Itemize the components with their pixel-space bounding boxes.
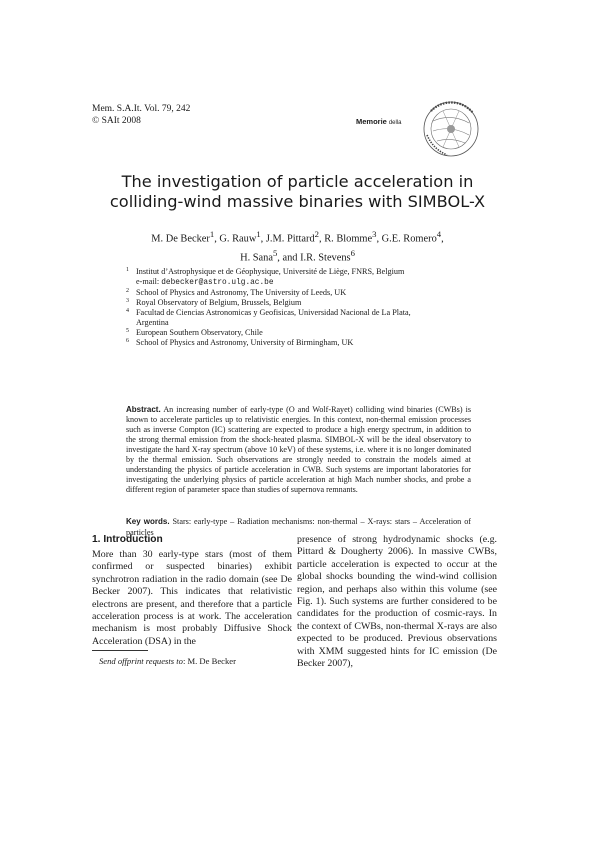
footnote-name: : M. De Becker <box>182 656 236 666</box>
footnote-rule <box>92 650 148 651</box>
abstract-label: Abstract. <box>126 405 161 414</box>
author-sup: 1 <box>256 229 261 239</box>
affiliation: 5 European Southern Observatory, Chile <box>126 328 263 337</box>
body-column-left: More than 30 early-type stars (most of them confirmed or suspected binaries) exhibit synchrotron radiation in the radio domain (see De Becker 2007). This indicates that relativistic electrons are present, and therefore that a particle acceleration process is at work. The acceleration mechanism is most probably Diffusive Shock Acceleration (DSA) in the <box>92 549 292 647</box>
author-name: G. Rauw <box>219 233 257 245</box>
author-sup: 5 <box>272 248 278 259</box>
author-line-1: M. De Becker$^1$, G. Rauw$^1$, J.M. Pittard$^2$, R. Blomme$^3$, G.E. Romero$^4$, <box>151 229 444 245</box>
author-list <box>90 227 505 266</box>
footnote-prefix: Send offprint requests to <box>99 656 183 666</box>
journal-logo-text <box>356 117 402 126</box>
author-sup: 3 <box>372 229 377 239</box>
affiliation-cont: Argentina <box>136 318 169 327</box>
logo-della: della <box>388 120 402 126</box>
abstract <box>126 405 471 495</box>
society-seal-icon <box>413 91 485 163</box>
author-name: R. Blomme <box>324 233 373 245</box>
paper-title <box>60 172 535 212</box>
title-line: colliding-wind massive binaries with SIMBOL-X <box>109 192 486 211</box>
author-name: I.R. Stevens <box>300 252 351 264</box>
footnote <box>99 656 236 666</box>
logo-main: Memorie <box>356 117 387 126</box>
author-name: H. Sana <box>240 252 273 264</box>
copyright-line: © SAIt 2008 <box>92 116 141 126</box>
affiliation: 1 Institut d’Astrophysique et de Géophysique, Université de Liège, FNRS, Belgium <box>126 267 405 276</box>
affiliation: 4 Facultad de Ciencias Astronomicas y Geofisicas, Universidad Nacional de La Plata, <box>126 308 411 317</box>
keywords-label: Key words. <box>126 517 170 526</box>
author-sup: 6 <box>350 248 355 259</box>
author-name: M. De Becker <box>151 233 210 245</box>
author-name: G.E. Romero <box>381 233 437 245</box>
author-line-2: H. Sana$^5$, and I.R. Stevens$^6$ <box>240 248 355 264</box>
affiliation-email: e-mail: debecker@astro.ulg.ac.be <box>136 277 274 287</box>
affiliation: 2 School of Physics and Astronomy, The University of Leeds, UK <box>126 288 347 297</box>
affiliation: 6 School of Physics and Astronomy, University of Birmingham, UK <box>126 338 354 347</box>
affiliation: 3 Royal Observatory of Belgium, Brussels, Belgium <box>126 298 302 307</box>
author-sup: 1 <box>209 229 215 239</box>
author-sup: 2 <box>314 229 319 239</box>
journal-citation: Mem. S.A.It. Vol. 79, 242 <box>92 104 191 114</box>
abstract-text: An increasing number of early-type (O and Wolf-Rayet) colliding wind binaries (CWBs) is known to accelerate particles up to relativistic energies. In this context, non-thermal emission processes such as inverse Compton (IC) scattering are expected to produce a high energy spectrum, in addition to the strong thermal emission from the shock-heated plasma. SIMBOL-X will be the ideal observatory to investigate the hard X-ray spectrum (above 10 keV) of these systems, i.e. where it is no longer dominated by the thermal emission. Such observations are strongly needed to constrain the models aimed at understanding the physics of particle acceleration in CWB. Such systems are important laboratories for investigating the underlying physics of particle acceleration at high Mach number shocks, and probe a different region of parameter space than studies of supernova remnants. <box>126 405 472 494</box>
affiliations <box>126 267 476 348</box>
keywords-text: Stars: early-type – Radiation mechanisms: non-thermal – X-rays: stars – Acceleration of particles <box>126 517 472 537</box>
author-sup: 4 <box>436 229 442 239</box>
author-name: J.M. Pittard <box>265 233 315 245</box>
body-column-right: presence of strong hydrodynamic shocks (e.g. Pittard & Dougherty 2006). In massive CWBs, particle acceleration is expected to occur at the global shocks bounding the wind-wind collision region, and perhaps also within this volume (see Fig. 1). Such systems are further considered to be candidates for the production of cosmic-rays. In the context of CWBs, non-thermal X-rays are also expected to be produced. Previous observations with XMM suggested hints for IC emission (De Becker 2007), <box>297 534 497 670</box>
email-link[interactable]: debecker@astro.ulg.ac.be <box>161 279 274 287</box>
section-heading: 1. Introduction <box>92 534 163 545</box>
running-header <box>92 103 190 127</box>
title-line: The investigation of particle acceleration in <box>121 172 474 191</box>
